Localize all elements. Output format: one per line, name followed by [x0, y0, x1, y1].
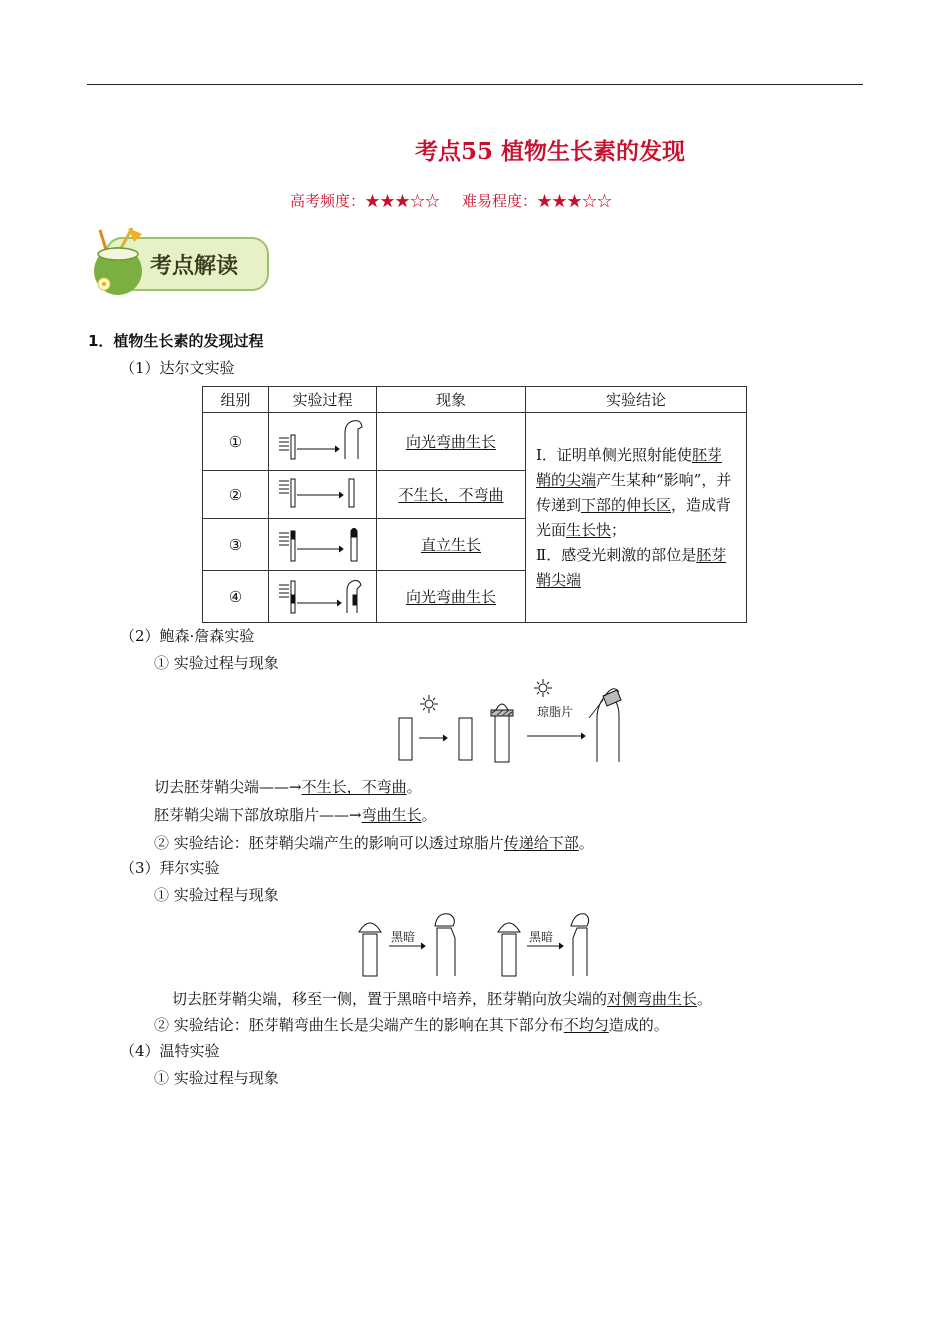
column-header: 现象	[377, 387, 526, 413]
difficulty-line	[290, 190, 612, 211]
paal-diagram	[355, 910, 595, 980]
conclusion-cell: Ⅰ．证明单侧光照射能使胚芽鞘的尖端产生某种“影响”，并传递到下部的伸长区，造成背光面生长快； Ⅱ．感受光刺激的部位是胚芽鞘尖端	[526, 413, 747, 623]
table-row	[203, 413, 747, 471]
went-subheading: ① 实验过程与现象	[154, 1069, 279, 1087]
result-cell: 直立生长	[377, 519, 526, 571]
base-covered-coleoptile-diagram	[273, 573, 373, 617]
table-header-row	[203, 387, 747, 413]
intact-coleoptile-light-diagram	[273, 415, 373, 465]
process-diagram	[269, 519, 377, 571]
boysen-jensen-diagram	[395, 678, 635, 768]
paal-heading: （3）拜尔实验	[120, 859, 220, 877]
boysen-line-2: 胚芽鞘尖端下部放琼脂片——→弯曲生长。	[154, 806, 437, 824]
column-header: 实验过程	[269, 387, 377, 413]
group-id: ③	[203, 519, 269, 571]
result-cell: 向光弯曲生长	[377, 413, 526, 471]
section-banner	[88, 226, 272, 296]
went-heading: （4）温特实验	[120, 1042, 220, 1060]
process-diagram	[269, 413, 377, 471]
sun-icon	[534, 679, 552, 697]
boysen-subheading: ① 实验过程与现象	[154, 654, 279, 672]
paal-conclusion: ② 实验结论：胚芽鞘弯曲生长是尖端产生的影响在其下部分布不均匀造成的。	[154, 1016, 669, 1034]
decapitated-coleoptile-diagram	[273, 473, 373, 513]
sun-icon	[420, 695, 438, 713]
section-heading: 1．植物生长素的发现过程	[88, 332, 264, 350]
process-diagram	[269, 471, 377, 519]
result-cell: 向光弯曲生长	[377, 571, 526, 623]
group-id: ④	[203, 571, 269, 623]
boysen-line-1: 切去胚芽鞘尖端——→不生长，不弯曲。	[154, 778, 422, 796]
dark-label-2: 黑暗	[529, 930, 554, 944]
agar-label: 琼脂片	[537, 705, 574, 719]
darwin-heading: （1）达尔文实验	[120, 359, 235, 377]
darwin-table	[202, 386, 747, 623]
banner-label: 考点解读	[150, 254, 239, 279]
tip-covered-coleoptile-diagram	[273, 521, 373, 565]
difficulty-rating: 难易程度：★★★☆☆	[462, 192, 613, 210]
group-id: ②	[203, 471, 269, 519]
header-rule	[87, 84, 863, 85]
process-diagram	[269, 571, 377, 623]
paal-line-1: 切去胚芽鞘尖端，移至一侧，置于黑暗中培养，胚芽鞘向放尖端的对侧弯曲生长。	[172, 990, 713, 1008]
dark-label-1: 黑暗	[391, 930, 416, 944]
group-id: ①	[203, 413, 269, 471]
paal-subheading: ① 实验过程与现象	[154, 886, 279, 904]
column-header: 组别	[203, 387, 269, 413]
column-header: 实验结论	[526, 387, 747, 413]
boysen-heading: （2）鲍森·詹森实验	[120, 627, 255, 645]
frequency-rating: 高考频度：★★★☆☆	[290, 192, 441, 210]
result-cell: 不生长，不弯曲	[377, 471, 526, 519]
boysen-conclusion: ② 实验结论：胚芽鞘尖端产生的影响可以透过琼脂片传递给下部。	[154, 834, 594, 852]
page-title: 考点55 植物生长素的发现	[414, 138, 685, 165]
